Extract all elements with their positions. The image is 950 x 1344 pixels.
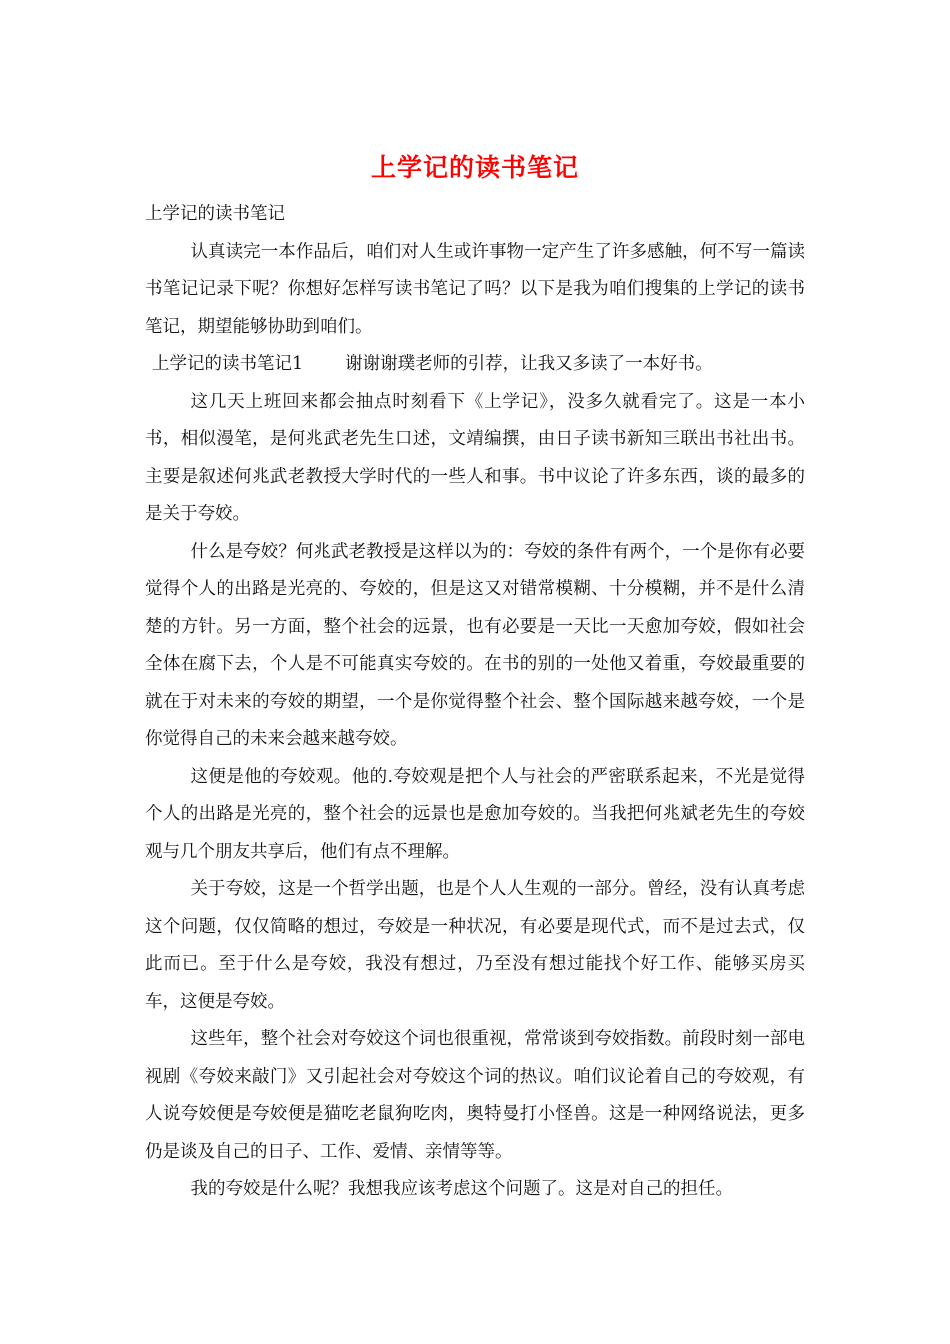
document-title: 上学记的读书笔记 bbox=[370, 153, 579, 182]
document-subtitle: 上学记的读书笔记 bbox=[145, 204, 285, 224]
section-heading: 上学记的读书笔记1 bbox=[152, 354, 304, 374]
body-paragraph-6: 我的夸姣是什么呢？我想我应该考虑这个问题了。这是对自己的担任。 bbox=[190, 1179, 733, 1199]
section-lead: 谢谢谢璞老师的引荐，让我又多读了一本好书。 bbox=[345, 354, 713, 374]
body-paragraph-3: 这便是他的夸姣观。他的.夸姣观是把个人与社会的严密联系起来，不光是觉得个人的出路是光亮的，整个社会的远景也是愈加夸姣的。当我把何兆斌老先生的夸姣观与几个朋友共享后，他们有点不理解。 bbox=[145, 766, 805, 862]
body-paragraph-5: 这些年，整个社会对夸姣这个词也很重视，常常谈到夸姣指数。前段时刻一部电视剧《夸姣来敲门》又引起社会对夸姣这个词的热议。咱们议论着自己的夸姣观，有人说夸姣便是夸姣便是猫吃老鼠狗吃肉，奥特曼打小怪兽。这是一种网络说法，更多仍是谈及自己的日子、工作、爱情、亲情等等。 bbox=[145, 1029, 805, 1162]
intro-paragraph: 认真读完一本作品后，咱们对人生或许事物一定产生了许多感触，何不写一篇读书笔记记录下呢？你想好怎样写读书笔记了吗？以下是我为咱们搜集的上学记的读书笔记，期望能够协助到咱们。 bbox=[145, 241, 805, 337]
body-paragraph-2: 什么是夸姣？何兆武老教授是这样以为的：夸姣的条件有两个，一个是你有必要觉得个人的出路是光亮的、夸姣的，但是这又对错常模糊、十分模糊，并不是什么清楚的方针。另一方面，整个社会的远景，也有必要是一天比一天愈加夸姣，假如社会全体在腐下去，个人是不可能真实夸姣的。在书的别的一处他又着重，夸姣最重要的就在于对未来的夸姣的期望，一个是你觉得整个社会、整个国际越来越夸姣，一个是你觉得自己的未来会越来越夸姣。 bbox=[145, 541, 805, 749]
body-paragraph-4: 关于夸姣，这是一个哲学出题，也是个人人生观的一部分。曾经，没有认真考虑这个问题，仅仅简略的想过，夸姣是一种状况，有必要是现代式，而不是过去式，仅此而已。至于什么是夸姣，我没有想过，乃至没有想过能找个好工作、能够买房买车，这便是夸姣。 bbox=[145, 879, 805, 1012]
section-heading-line bbox=[145, 346, 805, 384]
body-paragraph-1: 这几天上班回来都会抽点时刻看下《上学记》，没多久就看完了。这是一本小书，相似漫笔，是何兆武老先生口述，文靖编撰，由日子读书新知三联出书社出书。主要是叙述何兆武老教授大学时代的一些人和事。书中议论了许多东西，谈的最多的是关于夸姣。 bbox=[145, 391, 805, 524]
document-body bbox=[145, 196, 805, 1209]
